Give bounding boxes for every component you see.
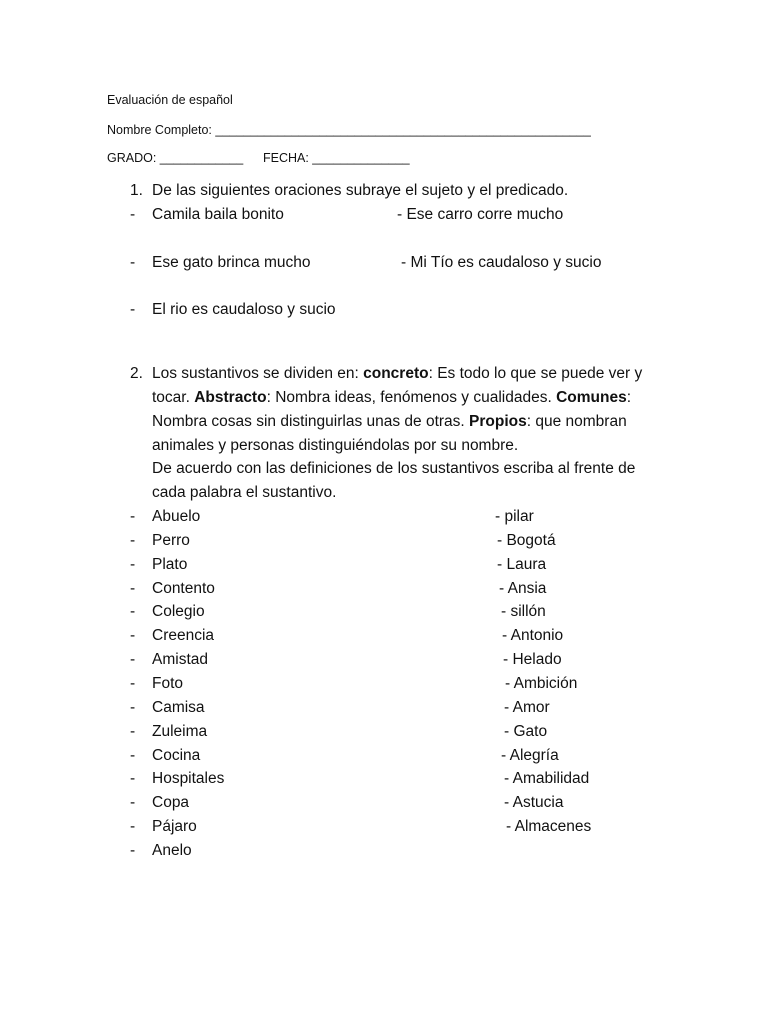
q1-row1-dash: - [130, 206, 136, 223]
noun-list-dash: - [130, 818, 136, 835]
noun-word-left: Contento [152, 580, 215, 597]
noun-word-left: Plato [152, 556, 188, 573]
noun-word-left: Creencia [152, 627, 215, 644]
grade-field-line: GRADO: ____________ [107, 151, 244, 165]
q1-sentence-4: - Mi Tío es caudaloso y sucio [401, 254, 602, 271]
q1-sentence-5: El rio es caudaloso y sucio [152, 301, 336, 318]
noun-list-dash: - [130, 842, 136, 859]
noun-word-right: - Bogotá [497, 532, 556, 549]
term-comunes: Comunes [556, 389, 627, 406]
noun-word-left: Zuleima [152, 723, 208, 740]
noun-word-right: - Gato [504, 723, 548, 740]
noun-word-right: - sillón [501, 603, 546, 620]
noun-word-left: Hospitales [152, 770, 225, 787]
date-field-line: FECHA: ______________ [263, 151, 410, 165]
noun-list-dash: - [130, 794, 136, 811]
term-abstracto: Abstracto [194, 389, 267, 406]
q1-row3-dash: - [130, 301, 136, 318]
noun-word-right: - pilar [495, 508, 534, 525]
noun-list-dash: - [130, 747, 136, 764]
noun-list-dash: - [130, 699, 136, 716]
noun-word-left: Anelo [152, 842, 192, 859]
noun-word-right: - Helado [503, 651, 562, 668]
noun-word-right: - Antonio [502, 627, 564, 644]
noun-word-right: - Astucia [504, 794, 564, 811]
name-field-line: Nombre Completo: ______________________________________________________ [107, 123, 591, 137]
term-propios: Propios [469, 413, 527, 430]
q2-instruction-line-1: De acuerdo con las definiciones de los sustantivos escriba al frente de [152, 460, 636, 477]
q2-paragraph-line-4: animales y personas distinguiéndolas por su nombre. [152, 437, 519, 454]
noun-list-dash: - [130, 532, 136, 549]
noun-list-dash: - [130, 603, 136, 620]
noun-list-dash: - [130, 580, 136, 597]
q1-row2-dash: - [130, 254, 136, 271]
q2-paragraph-line-3: Nombra cosas sin distinguirlas unas de otras. Propios: que nombran [152, 413, 627, 430]
q2-paragraph-line-1: Los sustantivos se dividen en: concreto: Es todo lo que se puede ver y [152, 365, 643, 382]
document-title: Evaluación de español [107, 93, 233, 107]
term-concreto: concreto [363, 365, 429, 382]
noun-word-right: - Amabilidad [504, 770, 590, 787]
q1-sentence-1: Camila baila bonito [152, 206, 284, 223]
noun-word-left: Perro [152, 532, 190, 549]
noun-list-dash: - [130, 770, 136, 787]
noun-word-left: Cocina [152, 747, 201, 764]
q2-number: 2. [130, 365, 143, 382]
noun-word-right: - Alegría [501, 747, 559, 764]
noun-list-dash: - [130, 723, 136, 740]
noun-word-right: - Ansia [499, 580, 547, 597]
noun-word-right: - Ambición [505, 675, 578, 692]
noun-word-left: Abuelo [152, 508, 201, 525]
noun-list-dash: - [130, 556, 136, 573]
q1-sentence-2: - Ese carro corre mucho [397, 206, 564, 223]
noun-list-dash: - [130, 675, 136, 692]
noun-list-dash: - [130, 508, 136, 525]
noun-list-dash: - [130, 651, 136, 668]
noun-word-right: - Amor [504, 699, 550, 716]
q1-prompt: De las siguientes oraciones subraye el sujeto y el predicado. [152, 182, 569, 199]
noun-word-left: Colegio [152, 603, 205, 620]
noun-word-left: Amistad [152, 651, 208, 668]
q2-paragraph-line-2: tocar. Abstracto: Nombra ideas, fenómenos y cualidades. Comunes: [152, 389, 632, 406]
noun-word-right: - Laura [497, 556, 547, 573]
noun-list-dash: - [130, 627, 136, 644]
noun-word-left: Pájaro [152, 818, 197, 835]
q2-instruction-line-2: cada palabra el sustantivo. [152, 484, 337, 501]
q1-sentence-3: Ese gato brinca mucho [152, 254, 311, 271]
noun-word-left: Copa [152, 794, 190, 811]
noun-word-left: Foto [152, 675, 184, 692]
noun-word-left: Camisa [152, 699, 205, 716]
noun-word-right: - Almacenes [506, 818, 592, 835]
q1-number: 1. [130, 182, 143, 199]
